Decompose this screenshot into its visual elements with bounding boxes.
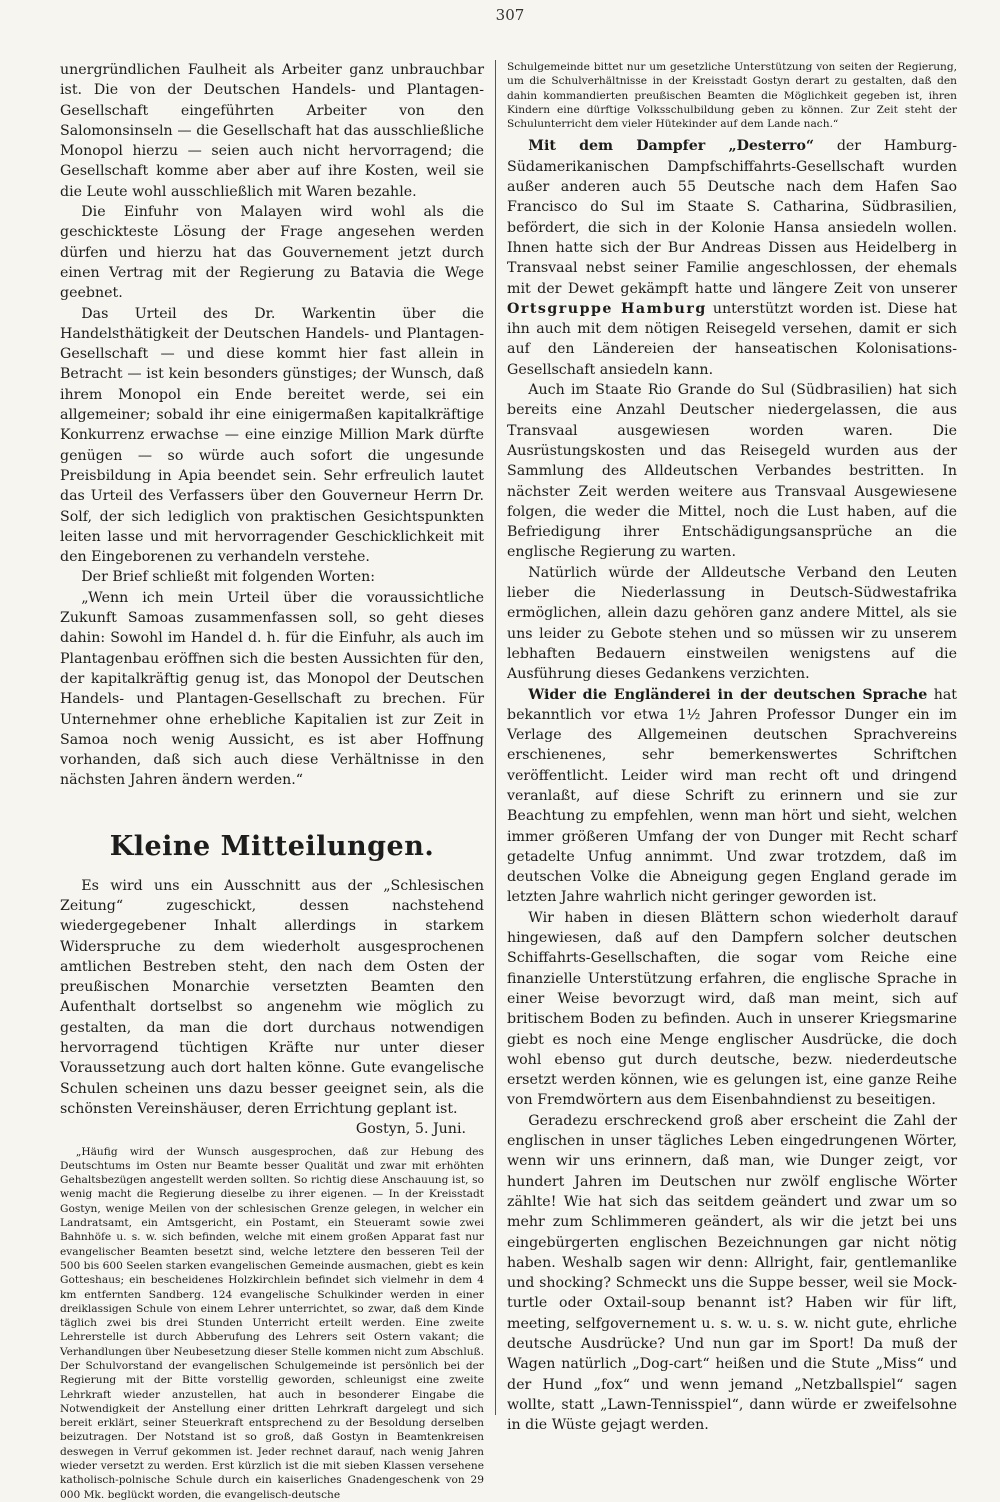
right-paragraph-alldeutscher-verband: Natürlich würde der Alldeutsche Verband den Leuten lieber die Niederlassung in Deutsch-Südwestafrika ermöglichen, allein dazu gehören ganz andere Mittel, als sie uns leider zu Gebote stehen und so müssen wir zu unserem lebhaften Bedauern einstweilen wenigstens auf die Ausführung dieses Gedankens verzichten. [507,564,957,683]
engländerei-text: hat bekanntlich vor etwa 1½ Jahren Professor Dunger ein im Verlage des Allgemeinen deutschen Sprachvereins erschienenes, sehr bemerkenswertes Schriftchen veröffentlicht. Leider wird man recht oft und dringend veranlaßt, auf diese Schrift zu erinnern und sie zur Beachtung zu empfehlen, wenn man hört und sieht, welchen immer größeren Umfang der von Dunger mit Recht scharf getadelte Unfug annimmt. Und zwar trotzdem, daß im deutschen Volke die Abneigung gegen England gerade im letzten Jahre wahrlich nicht geringer geworden ist. [507,686,957,906]
right-quoted-article-end: Schulgemeinde bittet nur um gesetzliche Unterstützung von seiten der Regierung, um die Schulverhältnisse in der Kreisstadt Gostyn derart zu gestalten, daß den dahin kommandierten preußischen Beamten die Möglichkeit gegeben ist, ihren Kindern eine dürftige Volksschulbildung geben zu können. Zur Zeit steht der Schulunterricht dem vieler Hütekinder auf dem Lande nach.“ [507,61,957,131]
column-divider [495,60,496,1415]
right-column [507,60,957,1435]
left-column [60,60,484,1502]
dampfer-lead: Mit dem Dampfer „Desterro“ [528,138,815,155]
left-paragraph-5: „Wenn ich mein Urteil über die voraussichtliche Zukunft Samoas zusammenfassen soll, so geht dieses dahin: Sowohl im Handel d. h. für die Einfuhr, als auch im Plantagenbau eröffnen sich die besten Aussichten für den, der kapitalkräftig genug ist, das Monopol der Deutschen Handels- und Plantagen-Gesellschaft zu brechen. Für Unternehmer ohne erhebliche Kapitalien ist zur Zeit in Samoa noch wenig Aussicht, es ist aber Hoffnung vorhanden, daß sich auch diese Verhältnisse in den nächsten Jahren ändern werden.“ [60,589,484,789]
engländerei-lead: Wider die Engländerei in der deutschen Sprache [528,686,928,703]
right-paragraph-dampfer-sprache: Wir haben in diesen Blättern schon wiederholt darauf hingewiesen, daß auf den Dampfern solcher deutschen Schiffahrts-Gesellschaften, die sogar vom Reiche eine finanzielle Unterstützung erfahren, die englische Sprache in einer Weise bevorzugt wird, daß man meint, sich auf britischem Boden zu befinden. Auch in unserer Kriegsmarine giebt es noch eine Menge englischer Ausdrücke, die doch wohl ebenso gut durch deutsche, bezw. niederdeutsche ersetzt werden können, wie es gelungen ist, eine ganze Reihe von Fremdwörtern aus dem Eisenbahndienst zu beseitigen. [507,909,957,1109]
dampfer-text-1: der Hamburg-Südamerikanischen Dampfschiffahrts-Gesellschaft wurden außer anderen auch 55 Deutsche nach dem Hafen Sao Francisco do Sul im Staate S. Catharina, Südbrasilien, befördert, die sich in der Kolonie Hansa ansiedeln wollen. Ihnen hatte sich der Bur Andreas Dissen aus Heidelberg in Transvaal nebst seiner Familie angeschlossen, der ehemals mit der Dewet gekämpft hatte und längere Zeit von unserer [507,138,957,297]
right-paragraph-rio-grande: Auch im Staate Rio Grande do Sul (Südbrasilien) hat sich bereits eine Anzahl Deutscher niedergelassen, die aus Transvaal ausgewiesen worden waren. Die Ausrüstungskosten und das Reisegeld wurden aus der Sammlung des Alldeutschen Verbandes bestritten. In nächster Zeit werden weitere aus Transvaal Ausgewiesene folgen, die weder die Mittel, noch die Lust haben, auf die Befriedigung ihrer Entschädigungsansprüche an die englische Regierung zu warten. [507,382,957,561]
dampfer-text-2: unterstützt worden ist. Diese hat ihn auch mit dem nötigen Reisegeld versehen, damit er sich auf den Ländereien der hanseatischen Kolonisations-Gesellschaft ansiedeln kann. [507,300,957,378]
left-paragraph-3: Das Urteil des Dr. Warkentin über die Handelsthätigkeit der Deutschen Handels- und Plantagen-Gesellschaft — und diese kommt hier fast allein in Betracht — ist kein besonders günstiges; der Wunsch, daß ihrem Monopol ein Ende bereitet werde, sei ein allgemeiner; sobald ihr eine einigermaßen kapitalkräftige Konkurrenz erwachse — eine einzige Million Mark dürfte genügen — so würde auch sofort die ungesunde Preisbildung in Apia beendet sein. Sehr erfreulich lautet das Urteil des Verfassers über den Gouverneur Herrn Dr. Solf, der sich lediglich von praktischen Gesichtspunkten leiten lasse und mit hervorragender Geschicklichkeit mit den Eingeborenen zu verhandeln verstehe. [60,305,484,566]
ortsgruppe-hamburg: Ortsgruppe Hamburg [507,300,707,317]
right-paragraph-engländerei [507,685,957,908]
left-paragraph-1: unergründlichen Faulheit als Arbeiter ganz unbrauchbar ist. Die von der Deutschen Handels- und Plantagen-Gesellschaft eingeführten Arbeiter von den Salomonsinseln — die Gesellschaft hat das ausschließliche Monopol hierzu — seien auch nicht hervorragend; die Gesellschaft komme aber aber auf ihre Kosten, weil sie die Leute wohl ausschließlich mit Waren bezahle. [60,62,484,200]
right-paragraph-englische-wörter: Geradezu erschreckend groß aber erscheint die Zahl der englischen in unser tägliches Leben eingedrungenen Wörter, wenn wir uns erinnern, daß man, wie Dunger zeigt, vor hundert Jahren im Deutschen nur zwölf englische Wörter zählte! Wie hat sich das seitdem geändert und zwar um so mehr zum Schlimmeren geändert, als wir die jetzt bei uns eingebürgerten englischen Bezeichnungen gar nicht nötig haben. Weshalb sagen wir denn: Allright, fair, gentlemanlike und shocking? Schmeckt uns die Suppe besser, weil sie Mock-turtle oder Oxtail-soup benannt ist? Haben wir für lift, meeting, selfgovernement u. s. w. u. s. w. nicht gute, ehrliche deutsche Ausdrücke? Und nun gar im Sport! Da muß der Wagen natürlich „Dog-cart“ heißen und die Stute „Miss“ und der Hund „fox“ und wenn jemand „Netzballspiel“ sagen wollte, statt „Lawn-Tennisspiel“, dann würde er zweifelsohne in die Wüste gejagt werden. [507,1112,957,1434]
dateline: Gostyn, 5. Juni. [355,1121,466,1138]
left-paragraph-6: Es wird uns ein Ausschnitt aus der „Schlesischen Zeitung“ zugeschickt, dessen nachstehend wiedergegebener Inhalt allerdings in starkem Widerspruche zu dem wiederholt ausgesprochenen amtlichen Bestreben steht, den nach dem Osten der preußischen Monarchie versetzten Beamten den Aufenthalt dortselbst so angenehm wie möglich zu gestalten, da man die dort durchaus notwendigen hervorragend tüchtigen Kräfte nur unter dieser Voraussetzung auch dort halten könne. Gute evangelische Schulen scheinen uns dazu besser geeignet sein, als die schönsten Vereinshäuser, deren Errichtung geplant ist. [60,877,484,1117]
left-paragraph-4: Der Brief schließt mit folgenden Worten: [81,569,376,586]
left-quoted-article: „Häufig wird der Wunsch ausgesprochen, daß zur Hebung des Deutschtums im Osten nur Beamte besser Qualität und zwar mit erhöhten Gehaltsbezügen angestellt werden sollten. So richtig diese Anschauung ist, so wenig macht die Regierung dieselbe zu ihrer eigenen. — In der Kreisstadt Gostyn, wenige Meilen von der schlesischen Grenze gelegen, in welcher ein Landratsamt, ein Amtsgericht, ein Postamt, ein Steueramt sowie zwei Bahnhöfe u. s. w. sich befinden, welche mit einem großen Apparat fast nur evangelischer Beamten besetzt sind, welche letztere den besseren Teil der 500 bis 600 Seelen starken evangelischen Gemeinde ausmachen, giebt es kein Gotteshaus; ein bescheidenes Holzkirchlein befindet sich vielmehr in dem 4 km entfernten Sandberg. 124 evangelische Schulkinder werden in einer dreiklassigen Schule von einem Lehrer unterrichtet, so zwar, daß dem Kinde täglich zwei bis drei Stunden Unterricht erteilt werden. Eine zweite Lehrerstelle ist durch Abberufung des Lehrers seit Ostern vakant; die Verhandlungen über Neubesetzung dieser Stelle kommen nicht zum Abschluß. Der Schulvorstand der evangelischen Schulgemeinde ist persönlich bei der Regierung mit der Bitte vorstellig geworden, schleunigst eine zweite Lehrkraft wieder anzustellen, hat auch in besonderer Eingabe die Notwendigkeit der Anstellung einer dritten Lehrkraft dargelegt und sich bereit erklärt, seiner Steuerkraft entsprechend zu der Besoldung derselben beizutragen. Der Notstand ist so groß, daß Gostyn in Beamtenkreisen deswegen in Verruf gekommen ist. Jeder rechnet darauf, nach wenig Jahren wieder versetzt zu werden. Erst kürzlich ist die mit sieben Klassen versehene katholisch-polnische Schule durch ein kaiserliches Gnadengeschenk von 29 000 Mk. beglückt worden, die evangelisch-deutsche [60,1145,484,1501]
left-paragraph-2: Die Einfuhr von Malayen wird wohl als die geschickteste Lösung der Frage angesehen werden dürfen und hierzu hat das Gouvernement jetzt durch einen Vertrag mit der Regierung zu Batavia die Wege geebnet. [60,204,484,302]
section-heading: Kleine Mitteilungen. [109,830,435,862]
page-number: 307 [495,6,525,24]
right-paragraph-dampfer [507,136,957,380]
